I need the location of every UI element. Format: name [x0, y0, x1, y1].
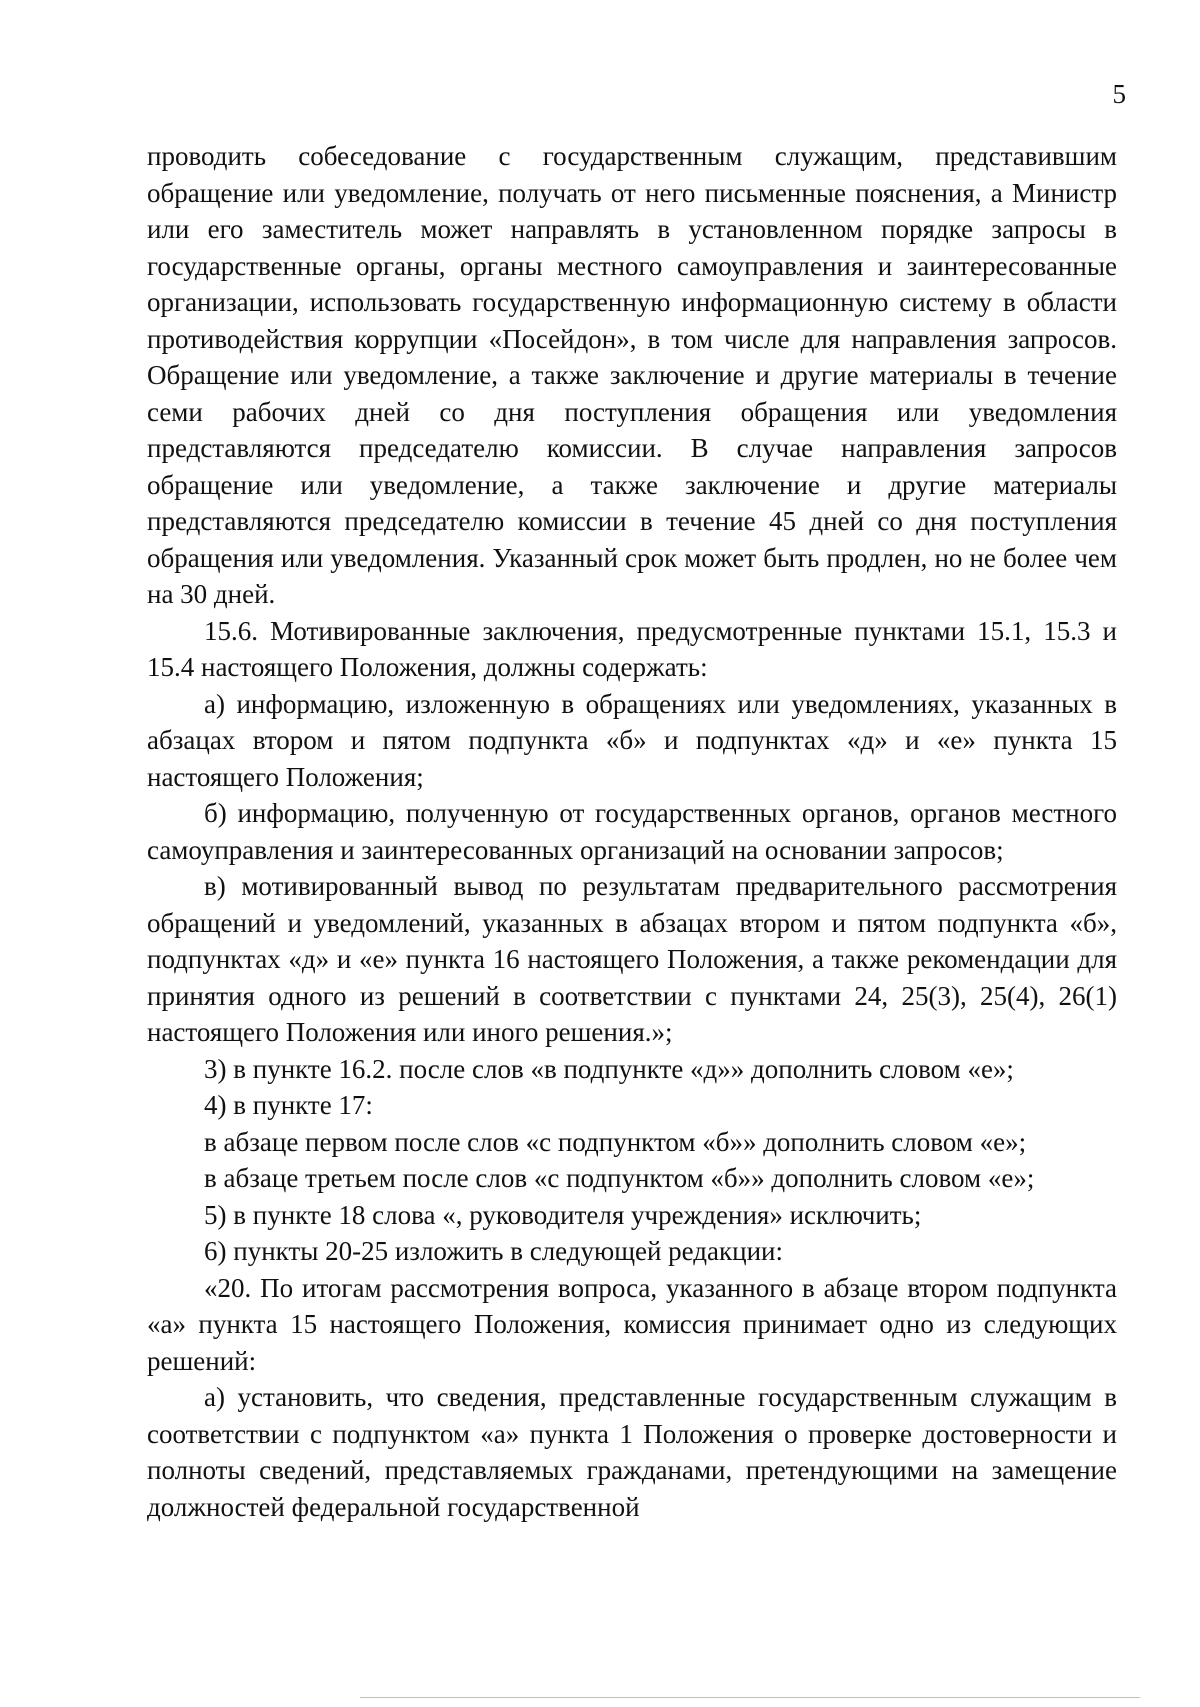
paragraph-item-3: 3) в пункте 16.2. после слов «в подпункте «д»» дополнить словом «е»; [204, 1053, 1014, 1084]
paragraph-20: «20. По итогам рассмотрения вопроса, указанного в абзаце втором подпункта «а» пункта 15 настоящего Положения, комиссия принимает одно из следующих решений: [147, 1272, 1117, 1376]
paragraph-item-4: 4) в пункте 17: [204, 1090, 373, 1120]
paragraph-item-5: 5) в пункте 18 слова «, руководителя учреждения» исключить; [204, 1199, 922, 1230]
paragraph-15-6: 15.6. Мотивированные заключения, предусмотренные пунктами 15.1, 15.3 и 15.4 настоящего Положения, должны содержать: [147, 615, 1117, 682]
paragraph-item-6: 6) пункты 20-25 изложить в следующей редакции: [204, 1236, 783, 1266]
paragraph-20-a: а) установить, что сведения, представленные государственным служащим в соответствии с подпунктом «а» пункта 1 Положения о проверке достоверности и полноты сведений, представляемых гражданами, претендующими на замещение должностей федеральной государственной [147, 1382, 1117, 1522]
paragraph-item-4-third: в абзаце третьем после слов «с подпунктом «б»» дополнить словом «е»; [204, 1163, 1035, 1193]
scan-bottom-edge-line [360, 1697, 1140, 1698]
paragraph-interview-procedure: проводить собеседование с государственным служащим, представившим обращение или уведомление, получать от него письменные пояснения, а Министр или его заместитель может направлять в установленном порядке запросы в государственные органы, органы местного самоуправления и заинтересованные организации, использовать государственную информационную систему в области противодействия коррупции «Посейдон», в том числе для направления запросов. Обращение или уведомление, а также заключение и другие материалы в течение семи рабочих дней со дня поступления обращения или уведомления представляются председателю комиссии. В случае направления запросов обращение или уведомление, а также заключение и другие материалы представляются председателю комиссии в течение 45 дней со дня поступления обращения или уведомления. Указанный срок может быть продлен, но не более чем на 30 дней. [147, 141, 1117, 609]
document-body [147, 138, 1117, 1525]
paragraph-15-6-b: б) информацию, полученную от государственных органов, органов местного самоуправления и заинтересованных организаций на основании запросов; [147, 798, 1117, 865]
page-number: 5 [1112, 79, 1126, 109]
paragraph-15-6-a: а) информацию, изложенную в обращениях или уведомлениях, указанных в абзацах втором и пятом подпункта «б» и подпунктах «д» и «е» пункта 15 настоящего Положения; [147, 688, 1117, 792]
paragraph-item-4-first: в абзаце первом после слов «с подпунктом «б»» дополнить словом «е»; [204, 1126, 1027, 1157]
paragraph-15-6-v: в) мотивированный вывод по результатам предварительного рассмотрения обращений и уведомлений, указанных в абзацах втором и пятом подпункта «б», подпунктах «д» и «е» пункта 16 настоящего Положения, а также рекомендации для принятия одного из решений в соответствии с пунктами 24, 25(3), 25(4), 26(1) настоящего Положения или иного решения.»; [147, 871, 1117, 1047]
